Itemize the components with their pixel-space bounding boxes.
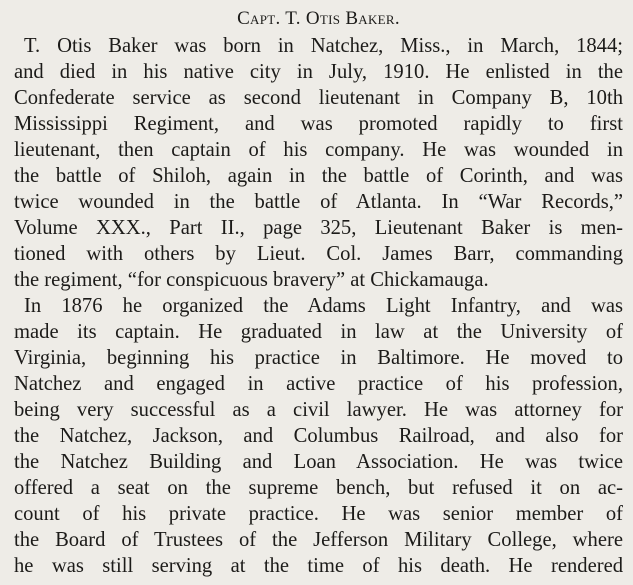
text-line: the battle of Shiloh, again in the battle of Corinth, and was — [14, 165, 623, 187]
text-line: count of his private practice. He was senior member of — [14, 503, 623, 525]
text-line: he was still serving at the time of his death. He rendered — [14, 555, 623, 577]
text-line: tioned with others by Lieut. Col. James Barr, commanding — [14, 243, 623, 265]
text-line: Volume XXX., Part II., page 325, Lieutenant Baker is men- — [14, 217, 623, 239]
text-line: the regiment, “for conspicuous bravery” at Chickamauga. — [14, 269, 489, 291]
text-line: and died in his native city in July, 1910. He enlisted in the — [14, 61, 623, 83]
text-line: lieutenant, then captain of his company. He was wounded in — [14, 139, 623, 161]
text-line: twice wounded in the battle of Atlanta. In “War Records,” — [14, 191, 623, 213]
text-line: offered a seat on the supreme bench, but refused it on ac- — [14, 477, 623, 499]
text-line: being very successful as a civil lawyer. He was attorney for — [14, 399, 623, 421]
text-line: the Board of Trustees of the Jefferson Military College, where — [14, 529, 623, 551]
text-line: T. Otis Baker was born in Natchez, Miss., in March, 1844; — [24, 35, 623, 57]
text-line: In 1876 he organized the Adams Light Infantry, and was — [24, 295, 623, 317]
text-line: Virginia, beginning his practice in Baltimore. He moved to — [14, 347, 623, 369]
paragraph-1 — [14, 33, 623, 293]
text-line: Natchez and engaged in active practice of his profession, — [14, 373, 623, 395]
text-line: made its captain. He graduated in law at the University of — [14, 321, 623, 343]
text-line: Confederate service as second lieutenant in Company B, 10th — [14, 87, 623, 109]
paragraph-2 — [14, 293, 623, 579]
text-line: Mississippi Regiment, and was promoted rapidly to first — [14, 113, 623, 135]
article-heading: Capt. T. Otis Baker. — [237, 8, 400, 29]
text-line: the Natchez, Jackson, and Columbus Railroad, and also for — [14, 425, 623, 447]
text-line: the Natchez Building and Loan Association. He was twice — [14, 451, 623, 473]
